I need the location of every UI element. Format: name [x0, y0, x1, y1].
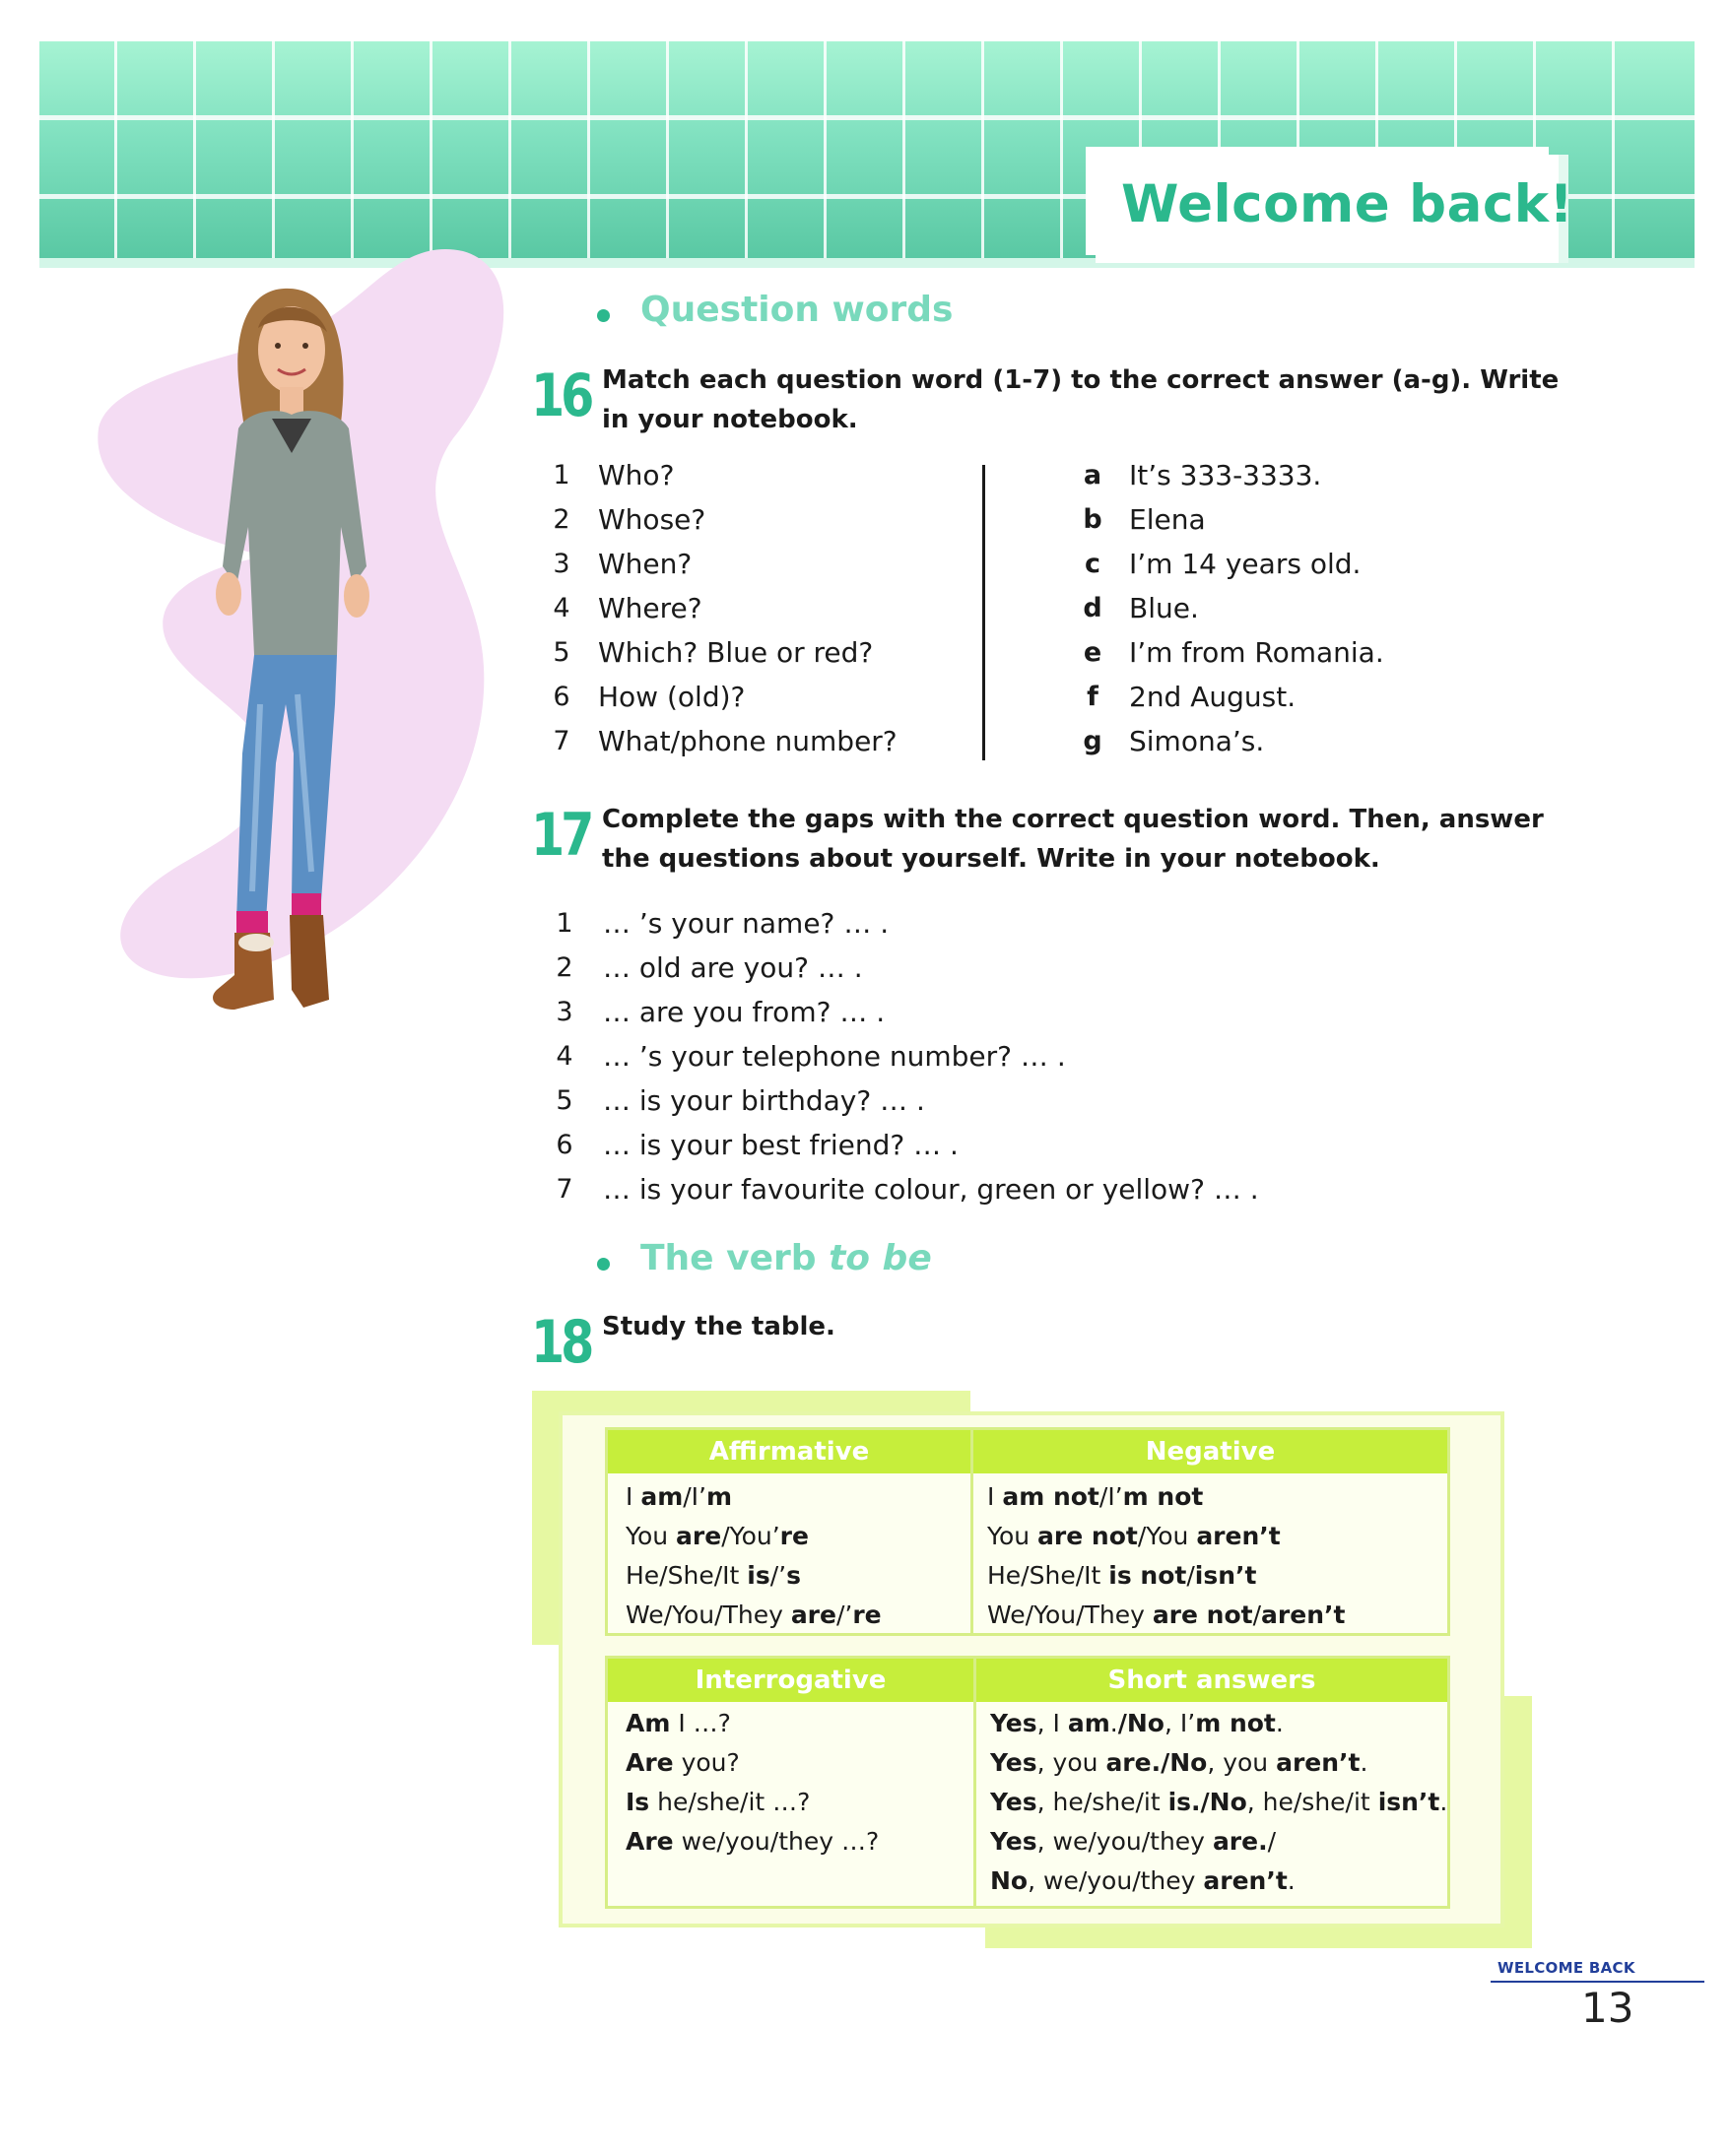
table-text-bold: m	[706, 1482, 733, 1511]
table-text-bold: are.	[1212, 1827, 1268, 1856]
list-number: 7	[556, 1174, 573, 1205]
list-item: Which? Blue or red?	[598, 636, 874, 669]
table-text: , you	[1207, 1748, 1277, 1777]
table-text: , we/you/they	[1028, 1866, 1204, 1895]
exercise-instruction: Study the table.	[602, 1312, 835, 1341]
exercise-number: 17	[531, 801, 591, 870]
table-text-bold: Yes	[990, 1709, 1037, 1737]
table-text: /I’	[1098, 1482, 1123, 1511]
table-line	[990, 1783, 1447, 1822]
table-text: .	[1360, 1748, 1368, 1777]
table-text-bold: /No	[1161, 1748, 1208, 1777]
table-line	[626, 1517, 809, 1556]
table-text: he/she/it …?	[649, 1788, 811, 1816]
table-text: I	[626, 1482, 641, 1511]
table-text: You	[626, 1522, 677, 1550]
list-item: … is your best friend? … .	[603, 1129, 959, 1161]
table-text: He/She/It	[987, 1561, 1109, 1590]
table-line	[990, 1743, 1367, 1783]
table-text-bold: aren’t	[1261, 1601, 1346, 1629]
list-item: Simona’s.	[1129, 725, 1265, 757]
table-line	[987, 1477, 1203, 1517]
table-text: .	[1287, 1866, 1296, 1895]
table-line	[990, 1704, 1284, 1743]
table-text-bold: re	[852, 1601, 882, 1629]
answer-letter: b	[1083, 504, 1102, 535]
table-line	[987, 1517, 1281, 1556]
list-item: I’m from Romania.	[1129, 636, 1384, 669]
table-header-affirmative: Affirmative	[608, 1430, 970, 1473]
list-item: … is your birthday? … .	[603, 1084, 925, 1117]
table-text-bold: am	[1067, 1709, 1110, 1737]
page-title: Welcome back!	[1121, 174, 1574, 234]
table-text: I …?	[670, 1709, 731, 1737]
table-text: He/She/It	[626, 1561, 748, 1590]
table-text-bold: Are	[626, 1827, 674, 1856]
girl-illustration	[69, 241, 522, 1088]
table-text: /	[1186, 1561, 1195, 1590]
table-text: /You	[1137, 1522, 1197, 1550]
page-number: 13	[1581, 1984, 1634, 2032]
table-text-bold: are	[676, 1522, 722, 1550]
table-line	[626, 1556, 801, 1596]
list-item: … are you from? … .	[603, 996, 886, 1028]
table-text: I	[987, 1482, 1003, 1511]
table-line	[990, 1822, 1276, 1862]
table-text: We/You/They	[987, 1601, 1153, 1629]
table-text-bold: am not	[1002, 1482, 1099, 1511]
section-heading-verb-to-be	[640, 1238, 932, 1278]
answer-letter: d	[1083, 593, 1102, 623]
table-text: , you	[1036, 1748, 1106, 1777]
footer-rule	[1491, 1981, 1704, 1983]
list-number: 7	[553, 726, 570, 756]
section-heading-text: The verb	[640, 1238, 830, 1278]
list-item: 2nd August.	[1129, 681, 1297, 713]
table-line	[990, 1862, 1296, 1901]
table-text-bold: re	[779, 1522, 809, 1550]
exercise-instruction: Complete the gaps with the correct question word. Then, answer the questions about yourself. Write in your notebook.	[602, 805, 1544, 874]
table-text: /I’	[683, 1482, 706, 1511]
table-text: we/you/they …?	[673, 1827, 880, 1856]
table-line	[626, 1477, 732, 1517]
table-line	[987, 1556, 1256, 1596]
column-divider	[982, 465, 985, 760]
section-heading-italic: to be	[829, 1238, 932, 1278]
list-number: 4	[556, 1041, 573, 1072]
table-header-short-answers: Short answers	[976, 1659, 1447, 1702]
table-text-bold: are not	[1152, 1601, 1253, 1629]
list-item: … old are you? … .	[603, 951, 863, 984]
table-text-bold: m not	[1122, 1482, 1204, 1511]
table-line	[987, 1596, 1345, 1635]
list-number: 5	[553, 637, 570, 668]
table-text: you?	[673, 1748, 740, 1777]
table-text-bold: are not	[1037, 1522, 1138, 1550]
table-text-bold: s	[786, 1561, 801, 1590]
list-number: 1	[553, 460, 570, 490]
table-text-bold: is	[747, 1561, 770, 1590]
list-item: When?	[598, 548, 693, 580]
table-text-bold: Am	[626, 1709, 671, 1737]
list-number: 6	[556, 1130, 573, 1160]
table-text-bold: are	[790, 1601, 836, 1629]
list-number: 5	[556, 1085, 573, 1116]
table-text-bold: Yes	[990, 1748, 1037, 1777]
table-text-bold: am	[640, 1482, 684, 1511]
bullet-icon	[597, 1258, 610, 1271]
table-interrogative-short-answers	[605, 1656, 1450, 1909]
table-line	[626, 1783, 810, 1822]
table-text-bold: are.	[1105, 1748, 1162, 1777]
exercise-instruction: Match each question word (1-7) to the correct answer (a-g). Write in your notebook.	[602, 365, 1560, 434]
list-item: … is your favourite colour, green or yellow? … .	[603, 1173, 1259, 1206]
list-item: Whose?	[598, 503, 706, 536]
table-text-bold: isn’t	[1377, 1788, 1440, 1816]
table-line	[626, 1743, 740, 1783]
table-text-bold: Yes	[990, 1827, 1037, 1856]
table-text: /You’	[721, 1522, 780, 1550]
list-item: I’m 14 years old.	[1129, 548, 1362, 580]
table-text-bold: isn’t	[1194, 1561, 1257, 1590]
table-text: .	[1439, 1788, 1448, 1816]
list-number: 2	[553, 504, 570, 535]
list-item: How (old)?	[598, 681, 746, 713]
table-text: /	[1267, 1827, 1277, 1856]
table-text-bold: Are	[626, 1748, 674, 1777]
list-number: 1	[556, 908, 573, 939]
list-number: 6	[553, 682, 570, 712]
list-item: It’s 333-3333.	[1129, 459, 1322, 491]
table-header-negative: Negative	[973, 1430, 1447, 1473]
table-text: /’	[769, 1561, 787, 1590]
table-text-bold: Yes	[990, 1788, 1037, 1816]
bullet-icon	[597, 309, 610, 322]
list-item: … ’s your name? … .	[603, 907, 890, 940]
list-item: Blue.	[1129, 592, 1199, 624]
table-affirmative-negative	[605, 1427, 1450, 1636]
table-text-bold: m not	[1195, 1709, 1276, 1737]
answer-letter: e	[1083, 637, 1102, 668]
list-number: 2	[556, 952, 573, 983]
list-number: 3	[556, 997, 573, 1027]
exercise-number: 16	[531, 361, 591, 430]
table-text: We/You/They	[626, 1601, 791, 1629]
table-text: .	[1275, 1709, 1284, 1737]
table-text: /	[1252, 1601, 1262, 1629]
table-text: , I	[1036, 1709, 1068, 1737]
table-line	[626, 1596, 882, 1635]
table-text-bold: No	[990, 1866, 1029, 1895]
exercise-number: 18	[531, 1308, 591, 1377]
list-item: … ’s your telephone number? … .	[603, 1040, 1066, 1073]
list-item: Elena	[1129, 503, 1206, 536]
table-text-bold: is not	[1108, 1561, 1187, 1590]
list-item: Where?	[598, 592, 702, 624]
table-line	[626, 1822, 879, 1862]
answer-letter: g	[1083, 726, 1102, 756]
table-text-bold: /No	[1117, 1709, 1164, 1737]
answer-letter: f	[1087, 682, 1098, 712]
table-text: , he/she/it	[1036, 1788, 1168, 1816]
table-text: , we/you/they	[1036, 1827, 1213, 1856]
answer-letter: c	[1084, 549, 1100, 579]
footer-section-label: WELCOME BACK	[1497, 1959, 1635, 1977]
table-text-bold: aren’t	[1276, 1748, 1361, 1777]
table-text-bold: aren’t	[1203, 1866, 1288, 1895]
table-text-bold: /No	[1200, 1788, 1247, 1816]
table-line	[626, 1704, 731, 1743]
section-heading-question-words: Question words	[640, 290, 954, 330]
table-text: , I’	[1164, 1709, 1196, 1737]
answer-letter: a	[1083, 460, 1102, 490]
table-text-bold: aren’t	[1196, 1522, 1281, 1550]
list-number: 3	[553, 549, 570, 579]
list-item: Who?	[598, 459, 675, 491]
list-item: What/phone number?	[598, 725, 898, 757]
table-text: .	[1109, 1709, 1118, 1737]
table-header-interrogative: Interrogative	[608, 1659, 973, 1702]
table-text: /’	[835, 1601, 853, 1629]
list-number: 4	[553, 593, 570, 623]
table-text: You	[987, 1522, 1038, 1550]
table-text-bold: Is	[626, 1788, 650, 1816]
table-text: , he/she/it	[1246, 1788, 1378, 1816]
table-text-bold: is.	[1167, 1788, 1201, 1816]
